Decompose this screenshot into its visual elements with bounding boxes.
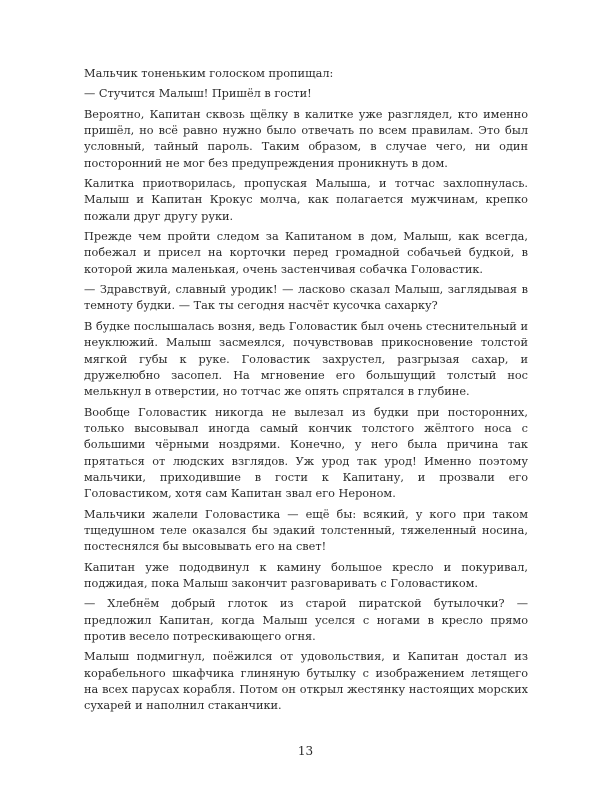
paragraph: — Стучится Малыш! Пришёл в гости! <box>84 87 312 101</box>
paragraph: Вообще Головастик никогда не вылезал из будки при посторонних, только высовывал иногда самый кончик толстого жёлтого носа с большими чёрными ноздрями. Конечно, у него была причина так прятаться от людских взглядов. Уж урод так урод! Именно поэтому мальчики, приходившие в гости к Капитану, и прозвали его Головастиком, хотя сам Капитан звал его Нероном. <box>84 405 528 501</box>
paragraph: Вероятно, Капитан сквозь щёлку в калитке уже разглядел, кто именно пришёл, но всё равно нужно было отвечать по всем правилам. Это был условный, тайный пароль. Таким образом, в случае чего, ни один посторонний не мог без предупреждения проникнуть в дом. <box>84 107 528 170</box>
text-body <box>84 66 528 715</box>
paragraph: — Здравствуй, славный уродик! — ласково сказал Малыш, заглядывая в темноту будки. — Так ты сегодня насчёт кусочка сахарку? <box>84 283 528 313</box>
paragraph: Мальчик тоненьким голоском пропищал: <box>84 67 334 80</box>
page-number: 13 <box>297 744 314 758</box>
paragraph: Мальчики жалели Головастика — ещё бы: всякий, у кого при таком тщедушном теле оказался бы эдакий толстенный, тяжеленный носина, постеснялся бы высовывать его на свет! <box>84 507 528 554</box>
paragraph: Прежде чем пройти следом за Капитаном в дом, Малыш, как всегда, побежал и присел на корточки перед громадной собачьей будкой, в которой жила маленькая, очень застенчивая собачка Головастик. <box>84 230 528 276</box>
paragraph: — Хлебнём добрый глоток из старой пиратской бутылочки? — предложил Капитан, когда Малыш уселся с ногами в кресло прямо против весело потрескивающего огня. <box>84 597 528 643</box>
paragraph: Малыш подмигнул, поёжился от удовольствия, и Капитан достал из корабельного шкафчика глиняную бутылку с изображением летящего на всех парусах корабля. Потом он открыл жестянку настоящих морских сухарей и наполнил стаканчики. <box>84 650 528 713</box>
paragraph: В будке послышалась возня, ведь Головастик был очень стеснительный и неуклюжий. Малыш засмеялся, почувствовав прикосновение толстой мягкой губы к руке. Головастик захрустел, разгрызая сахар, и дружелюбно засопел. На мгновение его большущий толстый нос мелькнул в отверстии, но тотчас же опять спрятался в глубине. <box>84 319 528 399</box>
paragraph: Калитка приотворилась, пропуская Малыша, и тотчас захлопнулась. Малыш и Капитан Крокус молча, как полагается мужчинам, крепко пожали друг другу руки. <box>84 177 528 223</box>
paragraph: Капитан уже пододвинул к камину большое кресло и покуривал, поджидая, пока Малыш закончит разговаривать с Головастиком. <box>84 560 528 590</box>
